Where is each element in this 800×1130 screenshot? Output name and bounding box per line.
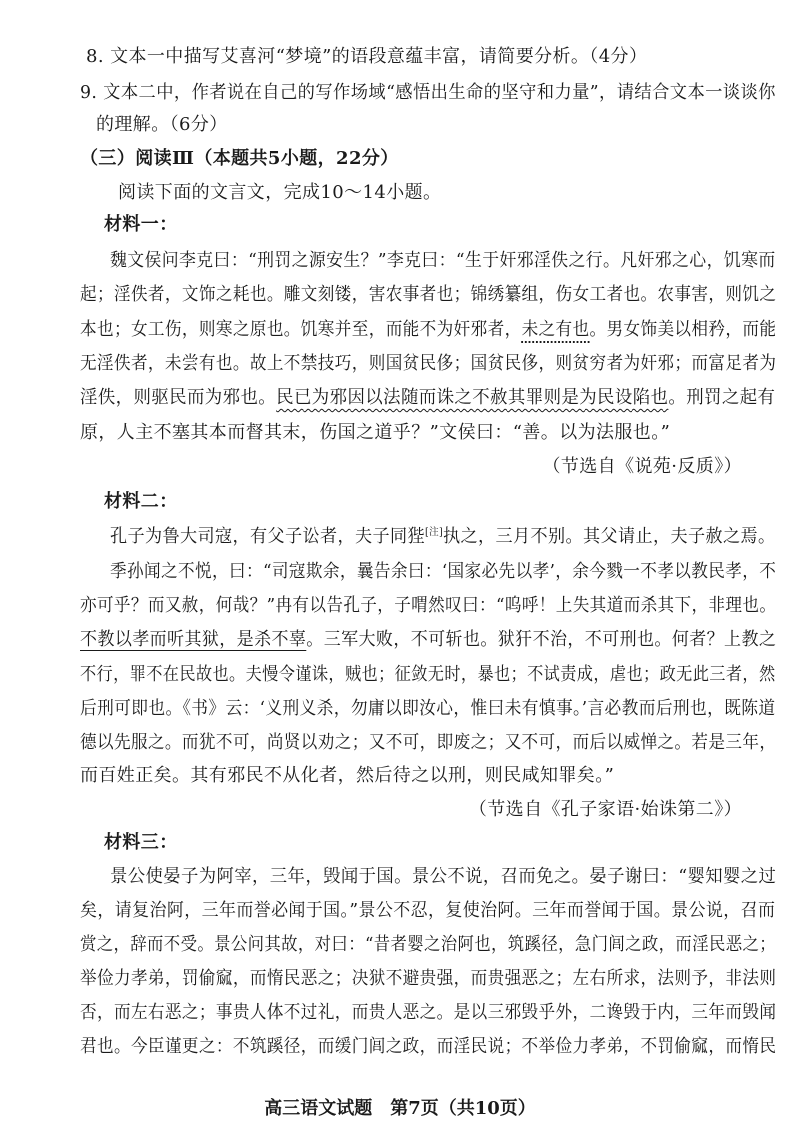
wavy-underlined-sentence: 民已为邪因以法随而诛之不赦其罪则是为民设陷也 <box>276 387 669 408</box>
text-segment: 。男女饰美以相矜，而能 <box>589 319 777 340</box>
material2-line8: 而百姓正矣。其有邪民不从化者，然后待之以刑，则民咸知罪矣。” <box>80 765 615 786</box>
material1-line4: 无淫佚者，未尝有也。故上不禁技巧，则国贫民侈；国贫民侈，则贫穷者为奸邪；而富足者为 <box>80 353 777 374</box>
section-instruction: 阅读下面的文言文，完成10～14小题。 <box>118 182 442 203</box>
material2-line1 <box>110 524 776 550</box>
material2-line2: 季孙闻之不悦，曰：“司寇欺余，曩告余曰：‘国家必先以孝’，余今戮一不孝以教民孝，不 <box>110 561 777 582</box>
question-8: 8. 文本一中描写艾喜河“梦境”的语段意蕴丰富，请简要分析。（4分） <box>86 46 648 67</box>
material2-line3: 亦可乎？而又赦，何哉？”冉有以告孔子，子喟然叹曰：“呜呼！上失其道而杀其下，非理也。 <box>80 595 777 616</box>
material2-source: （节选自《孔子家语·始诛第二》） <box>468 799 742 820</box>
text-segment: 淫佚，则驱民而为邪也。 <box>80 387 277 408</box>
material1-line6: 原，人主不塞其本而督其末，伤国之道乎？”文侯曰：“善。以为法服也。” <box>80 422 671 443</box>
material2-line5: 不行，罪不在民故也。夫慢令谨诛，贼也；征敛无时，暴也；不试责成，虐也；政无此三者，然 <box>80 664 776 685</box>
page-footer: 高三语文试题 第7页（共10页） <box>264 1098 536 1119</box>
material3-line4: 举俭力孝弟，罚偷窳，而惰民恶之；决狱不避贵强，而贵强恶之；左右所求，法则予，非法则 <box>80 968 777 989</box>
dotted-emphasis: 未之有也 <box>521 319 590 340</box>
material1-label: 材料一： <box>104 214 178 235</box>
text-segment: 孔子为鲁大司寇，有父子讼者，夫子同狴 <box>110 526 425 547</box>
underlined-sentence: 不教以孝而听其狱，是杀不辜 <box>80 629 307 650</box>
material2-line4 <box>80 627 776 653</box>
material2-label: 材料二： <box>104 491 178 512</box>
material3-line6: 君也。今臣谨更之：不筑蹊径，而缓门闾之政，而淫民说；不举俭力孝弟，不罚偷窳，而惰民 <box>80 1036 777 1057</box>
material3-line3: 赏之，辞而不受。景公问其故，对曰：“昔者婴之治阿也，筑蹊径，急门闾之政，而淫民恶之； <box>80 934 777 955</box>
material1-line3 <box>80 317 776 343</box>
material1-line1: 魏文侯问李克曰：“刑罚之源安生？”李克曰：“生于奸邪淫佚之行。凡奸邪之心，饥寒而 <box>110 250 776 271</box>
text-segment: 本也；女工伤，则寒之原也。饥寒并至，而能不为奸邪者， <box>80 319 522 340</box>
section-heading: （三）阅读Ⅲ（本题共5小题，22分） <box>80 148 399 169</box>
material3-label: 材料三： <box>104 832 178 853</box>
material3-line1: 景公使晏子为阿宰，三年，毁闻于国。景公不说，召而免之。晏子谢曰：“婴知婴之过 <box>110 866 777 887</box>
text-segment: 。刑罚之起有 <box>668 387 776 408</box>
footnote-marker: [注] <box>424 527 444 538</box>
material1-line5 <box>80 385 775 411</box>
material3-line5: 否，而左右恶之；事贵人体不过礼，而贵人恶之。是以三邪毁乎外，二谗毁于内，三年而毁闻 <box>80 1002 777 1023</box>
material3-line2: 矣，请复治阿，三年而誉必闻于国。”景公不忍，复使治阿。三年而誉闻于国。景公说，召而 <box>80 900 776 921</box>
material1-line2: 起；淫佚者，文饰之耗也。雕文刻镂，害农事者也；锦绣纂组，伤女工者也。农事害，则饥之 <box>80 284 777 305</box>
text-segment: 。三军大败，不可斩也。狱犴不治，不可刑也。何者？上教之 <box>306 629 777 650</box>
material2-line7: 德以先服之。而犹不可，尚贤以劝之；又不可，即废之；又不可，而后以威惮之。若是三年， <box>80 732 777 753</box>
material1-source: （节选自《说苑·反质》） <box>542 456 742 477</box>
question-9-line2: 的理解。（6分） <box>96 114 228 135</box>
text-segment: 执之，三月不别。其父请止，夫子赦之焉。 <box>443 526 776 547</box>
material2-line6: 后刑可即也。《书》云：‘义刑义杀，勿庸以即汝心，惟曰未有慎事。’言必教而后刑也，既陈道 <box>80 698 776 719</box>
question-9-line1: 9. 文本二中，作者说在自己的写作场域“感悟出生命的坚守和力量”，请结合文本一谈谈你 <box>80 82 776 103</box>
